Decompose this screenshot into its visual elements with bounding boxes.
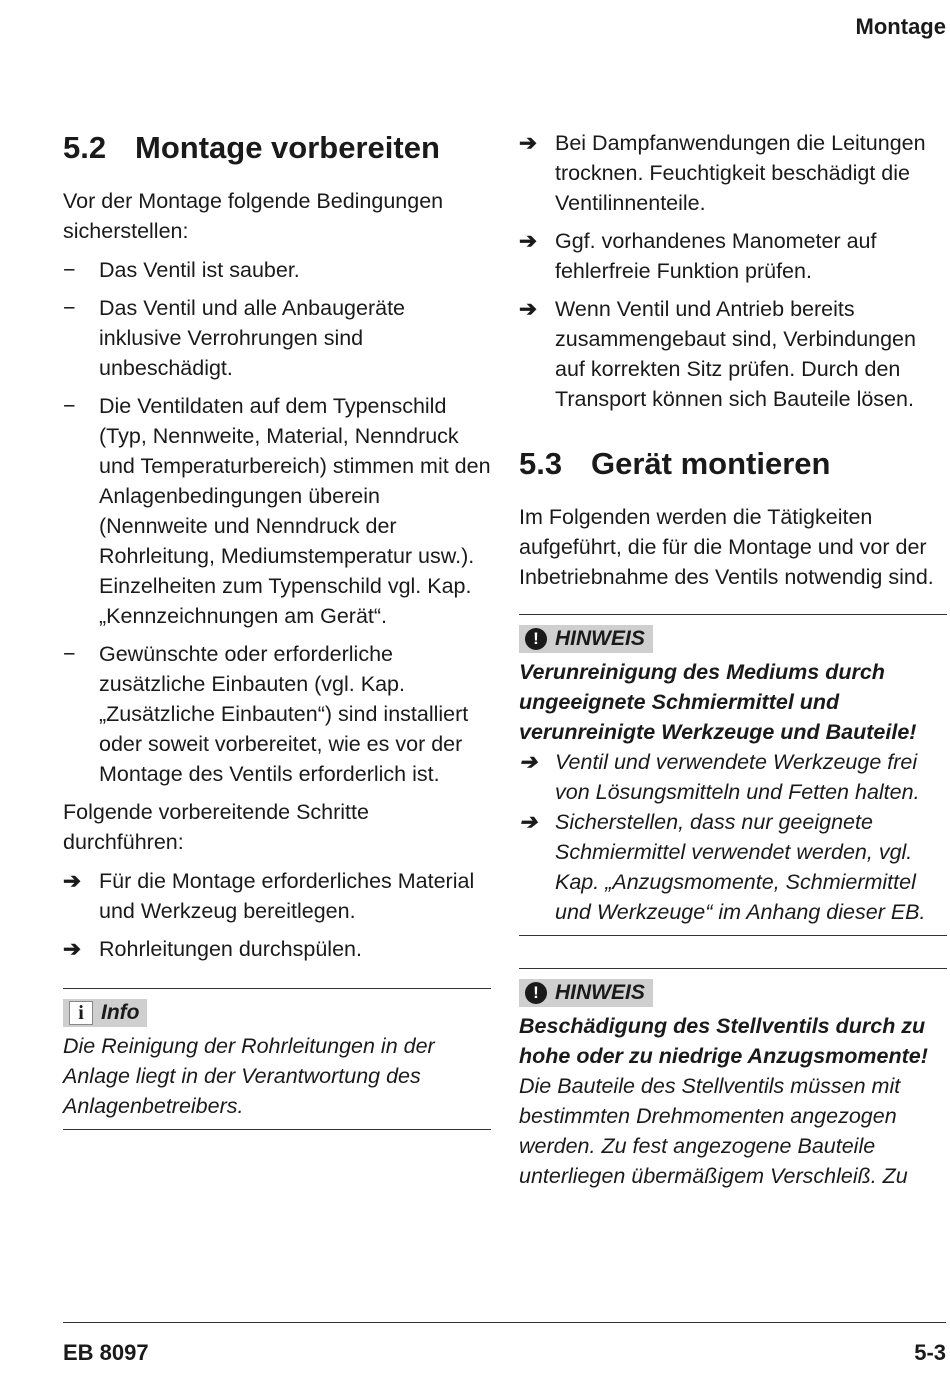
intro-paragraph: Vor der Montage folgende Bedingungen sicherstellen:	[63, 189, 444, 243]
document-id: EB 8097	[63, 1340, 149, 1365]
info-text: Die Reinigung der Rohrleitungen in der Anlage liegt in der Verantwortung des Anlagenbetreibers.	[63, 1034, 435, 1118]
page-number: 5-3	[914, 1340, 946, 1365]
list-item: ➔ Ventil und verwendete Werkzeuge frei von Lösungsmitteln und Fetten halten.	[519, 747, 947, 807]
section-number: 5.2	[63, 130, 107, 165]
list-item: ➔ Für die Montage erforderliches Material und Werkzeug bereitlegen.	[63, 866, 491, 926]
section-title: Gerät montieren	[591, 446, 831, 481]
info-icon: i	[69, 1001, 93, 1025]
section-title: Montage vorbereiten	[135, 130, 440, 165]
intro-paragraph: Im Folgenden werden die Tätigkeiten aufgeführt, die für die Montage und vor der Inbetriebnahme des Ventils notwendig sind.	[519, 505, 934, 589]
section-heading-5-3	[519, 444, 947, 484]
section-heading-5-2	[63, 128, 491, 168]
prep-steps-continued-list	[519, 128, 947, 414]
dash-icon: −	[63, 258, 76, 282]
notice-box-lubricants	[519, 614, 947, 936]
info-label: Info	[101, 1001, 140, 1024]
info-badge	[63, 999, 147, 1027]
notice-title: Verunreinigung des Mediums durch ungeeignete Schmiermittel und verunreinigte Werkzeuge und Bauteile!	[519, 660, 917, 744]
section-number: 5.3	[519, 446, 563, 481]
steps-intro: Folgende vorbereitende Schritte durchführen:	[63, 800, 369, 854]
notice-badge	[519, 979, 653, 1007]
notice-label: HINWEIS	[555, 981, 645, 1004]
warning-icon: !	[525, 982, 547, 1004]
info-box	[63, 988, 491, 1130]
arrow-icon: ➔	[519, 131, 538, 155]
arrow-icon: ➔	[519, 297, 538, 321]
list-item: − Das Ventil und alle Anbaugeräte inklusive Verrohrungen sind unbeschädigt.	[63, 293, 491, 383]
notice-badge	[519, 625, 653, 653]
warning-icon: !	[525, 628, 547, 650]
left-column	[63, 128, 491, 1130]
notice-label: HINWEIS	[555, 627, 645, 650]
notice-title: Beschädigung des Stellventils durch zu hohe oder zu niedrige Anzugsmomente!	[519, 1014, 928, 1068]
conditions-list	[63, 255, 491, 789]
dash-icon: −	[63, 642, 76, 666]
notice-steps-list	[519, 747, 947, 927]
list-item: − Die Ventildaten auf dem Typenschild (Typ, Nennweite, Material, Nenndruck und Temperaturbereich) stimmen mit den Anlagenbedingungen überein (Nennweite und Nenndruck der Rohrleitung, Mediumstemperatur usw.). Einzelheiten zum Typenschild vgl. Kap. „Kennzeichnungen am Gerät“.	[63, 391, 491, 631]
arrow-icon: ➔	[63, 937, 82, 961]
dash-icon: −	[63, 296, 76, 320]
footer-divider	[63, 1322, 946, 1323]
notice-text: Die Bauteile des Stellventils müssen mit bestimmten Drehmomenten angezogen werden. Zu fest angezogene Bauteile unterliegen übermäßigem Verschleiß. Zu	[519, 1074, 908, 1188]
arrow-icon: ➔	[519, 810, 538, 834]
list-item: ➔ Bei Dampfanwendungen die Leitungen trocknen. Feuchtigkeit beschädigt die Ventilinnenteile.	[519, 128, 947, 218]
list-item: ➔ Sicherstellen, dass nur geeignete Schmiermittel verwendet werden, vgl. Kap. „Anzugsmomente, Schmiermittel und Werkzeuge“ im Anhang dieser EB.	[519, 807, 947, 927]
notice-box-torque	[519, 968, 947, 1191]
arrow-icon: ➔	[519, 229, 538, 253]
list-item: ➔ Ggf. vorhandenes Manometer auf fehlerfreie Funktion prüfen.	[519, 226, 947, 286]
list-item: ➔ Wenn Ventil und Antrieb bereits zusammengebaut sind, Verbindungen auf korrekten Sitz prüfen. Durch den Transport können sich Bauteile lösen.	[519, 294, 947, 414]
dash-icon: −	[63, 394, 76, 418]
arrow-icon: ➔	[63, 869, 82, 893]
running-header: Montage	[855, 14, 946, 39]
list-item: ➔ Rohrleitungen durchspülen.	[63, 934, 491, 964]
prep-steps-list	[63, 866, 491, 964]
arrow-icon: ➔	[519, 750, 538, 774]
right-column	[519, 128, 947, 1191]
list-item: − Das Ventil ist sauber.	[63, 255, 491, 285]
list-item: − Gewünschte oder erforderliche zusätzliche Einbauten (vgl. Kap. „Zusätzliche Einbauten“) sind installiert oder soweit vorbereitet, wie es vor der Montage des Ventils erforderlich ist.	[63, 639, 491, 789]
